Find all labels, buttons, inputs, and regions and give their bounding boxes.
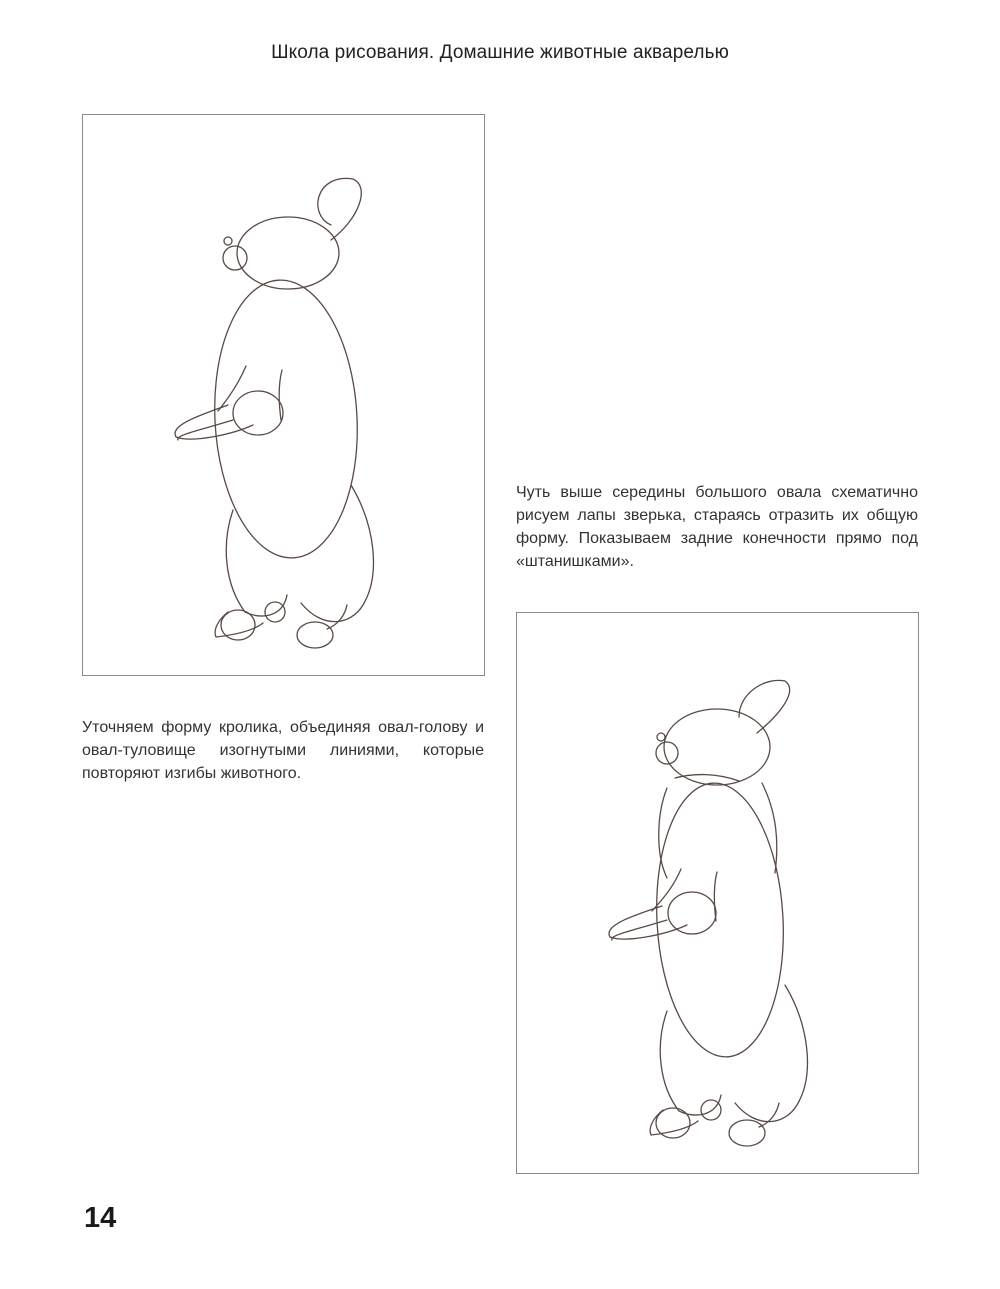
page-header: Школа рисования. Домашние животные акварелью bbox=[271, 42, 729, 63]
illustration-frame-2 bbox=[516, 612, 919, 1174]
illustration-frame-1 bbox=[82, 114, 485, 676]
caption-step-1: Уточняем форму кролика, объединяя овал-голову и овал-туловище изогнутыми линиями, которые повторяют изгибы животного. bbox=[82, 719, 484, 782]
caption-step-2: Чуть выше середины большого овала схематично рисуем лапы зверька, стараясь отразить их общую форму. Показываем задние конечности прямо под «штанишками». bbox=[516, 484, 918, 570]
page-number: 14 bbox=[84, 1202, 117, 1234]
rabbit-sketch-2 bbox=[517, 613, 920, 1175]
rabbit-sketch-1 bbox=[83, 115, 486, 677]
